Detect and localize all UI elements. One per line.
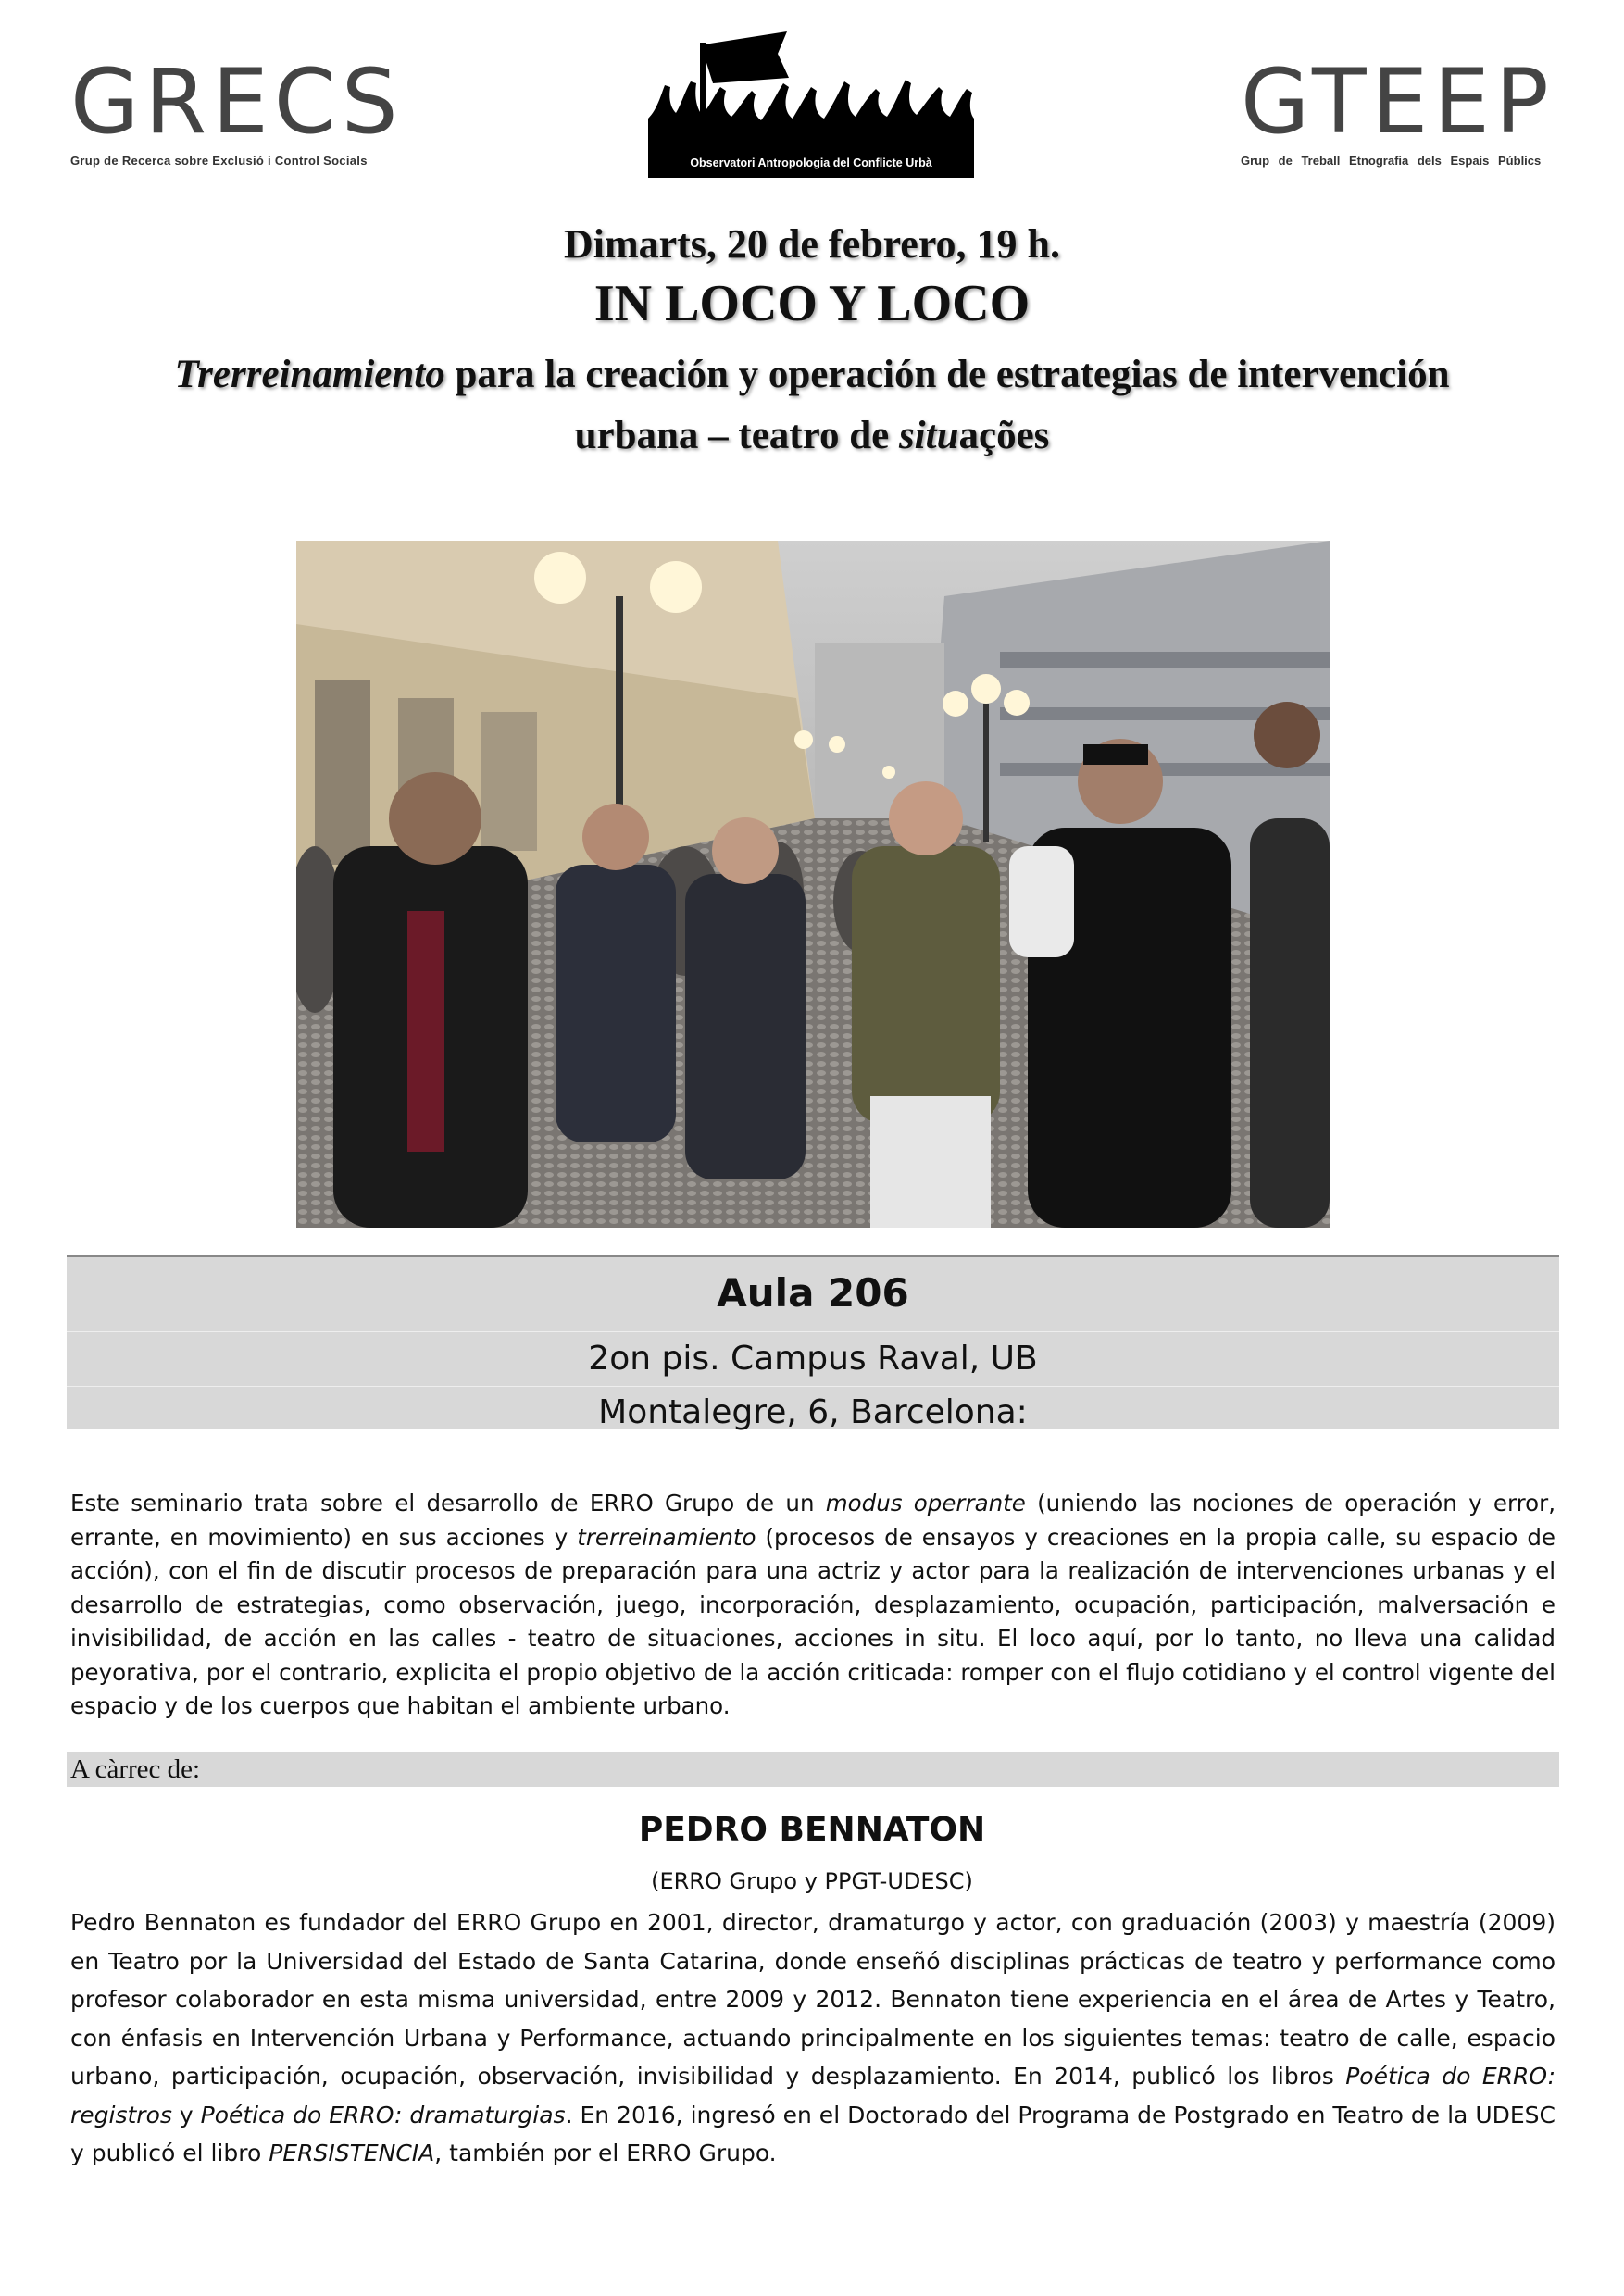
bio-a: Pedro Bennaton es fundador del ERRO Grupo en 2001, director, dramaturgo y actor, con graduación (2003) y maestría (2009) en Teatro por la Universidad del Estado de Santa Catarina, donde enseñó disciplinas prácticas de teatro y performance como profesor colaborador en esta misma universidad, entre 2009 y 2012. Bennaton tiene experiencia en el área de Artes y Teatro, con énfasis en Intervención Urbana y Performance, actuando principalmente en los siguientes temas: teatro de calle, espacio urbano, participación, ocupación, observación, invisibilidad y desplazamiento. En 2014, publicó los libros (70, 1909, 1555, 2090)
gteep-logo-text: GTEEP (1241, 50, 1555, 154)
gteep-logo-caption: Grup de Treball Etnografia dels Espais Públics (1241, 154, 1542, 168)
subtitle-italic: Trerreinamiento (174, 353, 445, 396)
bio-book-dramaturgias: Poética do ERRO: dramaturgias (200, 2101, 566, 2128)
event-title: IN LOCO Y LOCO (593, 275, 1031, 332)
subtitle-line2-a: urbana – teatro de (574, 414, 899, 457)
speaker-name: PEDRO BENNATON (638, 1811, 986, 1849)
protest-crowd-icon (648, 30, 974, 150)
bio-book-registros: Poética do ERRO: registros (70, 2063, 1555, 2128)
desc-c: (uniendo las nociones de operación y error, errante, en movimiento) en sus acciones y (70, 1490, 1555, 1551)
subtitle-line1: para la creación y operación de estrategias de intervención (444, 353, 1450, 396)
event-date: Dimarts, 20 de febrero, 19 h. (563, 221, 1061, 267)
speaker-label: A càrrec de: (67, 1752, 1559, 1787)
venue-floor: 2on pis. Campus Raval, UB (67, 1332, 1559, 1387)
speaker-affiliation: (ERRO Grupo y PPGT-UDESC) (651, 1868, 973, 1894)
seminar-description (70, 1487, 1555, 1724)
grecs-logo-text: GRECS (70, 50, 404, 154)
desc-e: (procesos de ensayos y creaciones en la propia calle, su espacio de acción), con el fin de discutir procesos de preparación para una actriz y actor para la realización de intervenciones urbanas y el desarrollo de estrategias, como observación, juego, incorporación, desplazamiento, ocupación, participación, malversación e invisibilidad, de acción en las calles - teatro de situaciones, acciones in situ. El loco aquí, por lo tanto, no lleva una calidad peyorativa, por el contrario, explicita el propio objetivo de la acción criticada: romper con el flujo cotidiano y el control vigente del espacio y de los cuerpos que habitan el ambiente urbano. (70, 1523, 1556, 1719)
bio-g: , también por el ERRO Grupo. (434, 2140, 777, 2166)
desc-a: Este seminario trata sobre el desarrollo de ERRO Grupo de un (70, 1490, 826, 1516)
observatori-logo-caption: Observatori Antropologia del Conflicte Urbà (648, 148, 974, 178)
bio-c: y (171, 2101, 201, 2128)
subtitle-line2-italic: situ (898, 414, 959, 457)
speaker-bio (70, 1903, 1555, 2173)
desc-trerreinamiento: trerreinamiento (577, 1523, 756, 1551)
desc-modus-operrante: modus operrante (825, 1490, 1026, 1516)
street-performance-photo (296, 541, 1330, 1228)
observatori-logo (648, 30, 974, 178)
venue-address: Montalegre, 6, Barcelona: (598, 1393, 1028, 1431)
bio-e: . En 2016, ingresó en el Doctorado del Programa de Postgrado en Teatro de la UDESC y publicó el libro (70, 2101, 1555, 2166)
bio-book-persistencia: PERSISTENCIA (269, 2140, 435, 2166)
event-subtitle (0, 344, 1624, 467)
venue-room: Aula 206 (67, 1270, 1559, 1332)
venue-box (67, 1255, 1559, 1429)
grecs-logo (70, 50, 404, 168)
gteep-logo (1241, 50, 1555, 168)
grecs-logo-caption: Grup de Recerca sobre Exclusió i Control Socials (70, 154, 368, 168)
subtitle-line2-b: ações (958, 414, 1050, 457)
